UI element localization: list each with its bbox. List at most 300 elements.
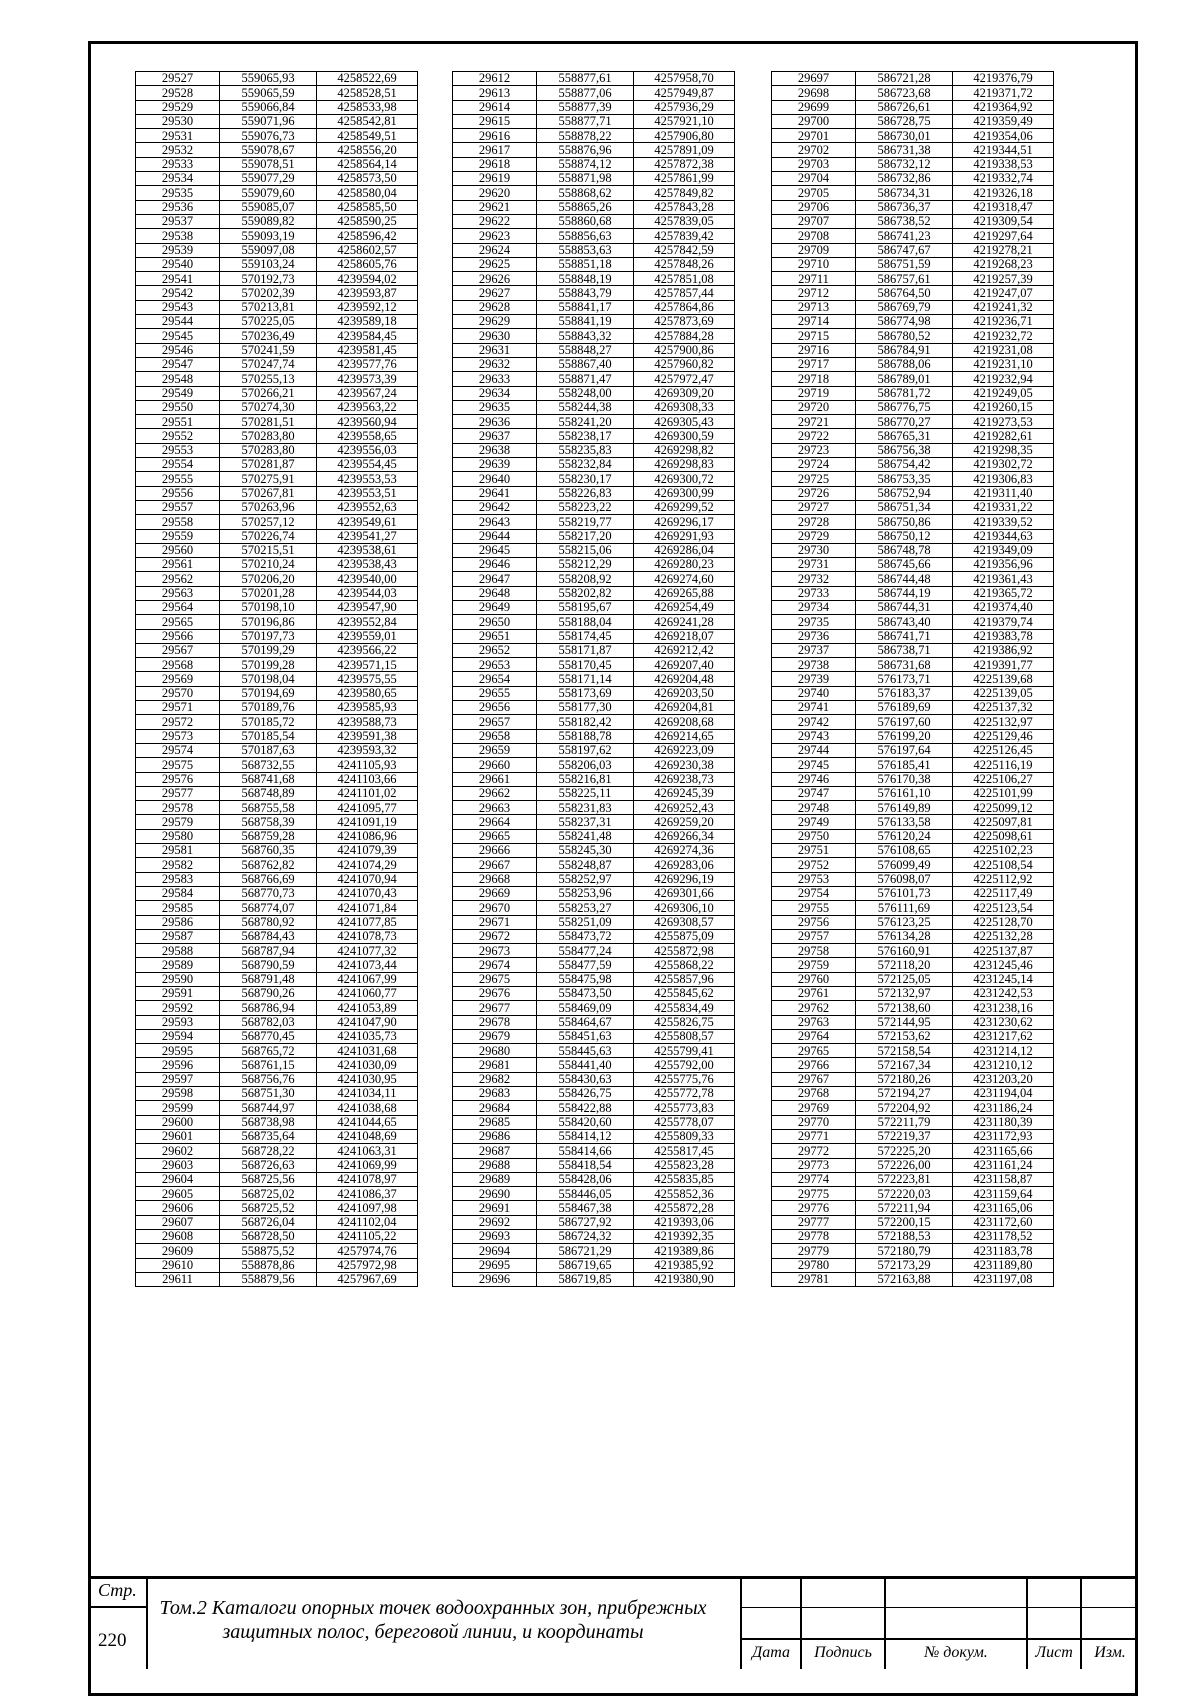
x-coordinate: 558469,09	[537, 1001, 634, 1015]
y-coordinate: 4269300,99	[634, 486, 735, 500]
x-coordinate: 576161,10	[856, 786, 953, 800]
y-coordinate: 4255773,83	[634, 1101, 735, 1115]
x-coordinate: 570225,05	[220, 315, 317, 329]
x-coordinate: 570241,59	[220, 343, 317, 357]
x-coordinate: 576120,24	[856, 829, 953, 843]
point-number: 29534	[136, 172, 220, 186]
table-row	[136, 915, 418, 929]
x-coordinate: 558244,38	[537, 400, 634, 414]
y-coordinate: 4225128,70	[953, 915, 1054, 929]
x-coordinate: 559066,84	[220, 100, 317, 114]
point-number: 29698	[772, 86, 856, 100]
table-row	[136, 715, 418, 729]
point-number: 29654	[453, 672, 537, 686]
table-row	[772, 1158, 1054, 1172]
point-number: 29572	[136, 715, 220, 729]
table-row	[772, 929, 1054, 943]
y-coordinate: 4255809,33	[634, 1129, 735, 1143]
x-coordinate: 586788,06	[856, 357, 953, 371]
table-row	[453, 558, 735, 572]
table-row	[453, 172, 735, 186]
point-number: 29771	[772, 1129, 856, 1143]
table-row	[453, 672, 735, 686]
y-coordinate: 4269298,83	[634, 458, 735, 472]
x-coordinate: 570201,28	[220, 586, 317, 600]
x-coordinate: 576197,60	[856, 715, 953, 729]
x-coordinate: 572163,88	[856, 1272, 953, 1286]
point-number: 29614	[453, 100, 537, 114]
table-row	[136, 143, 418, 157]
table-row	[453, 1044, 735, 1058]
y-coordinate: 4225137,32	[953, 701, 1054, 715]
point-number: 29776	[772, 1201, 856, 1215]
x-coordinate: 559071,96	[220, 114, 317, 128]
y-coordinate: 4225097,81	[953, 815, 1054, 829]
point-number: 29643	[453, 515, 537, 529]
y-coordinate: 4219332,74	[953, 172, 1054, 186]
y-coordinate: 4258542,81	[317, 114, 418, 128]
y-coordinate: 4241069,99	[317, 1158, 418, 1172]
point-number: 29685	[453, 1115, 537, 1129]
x-coordinate: 568725,52	[220, 1201, 317, 1215]
y-coordinate: 4269309,20	[634, 386, 735, 400]
point-number: 29579	[136, 815, 220, 829]
x-coordinate: 558467,38	[537, 1201, 634, 1215]
y-coordinate: 4269241,28	[634, 615, 735, 629]
point-number: 29724	[772, 458, 856, 472]
x-coordinate: 576133,58	[856, 815, 953, 829]
y-coordinate: 4241070,94	[317, 872, 418, 886]
point-number: 29629	[453, 315, 537, 329]
table-row	[772, 729, 1054, 743]
point-number: 29644	[453, 529, 537, 543]
y-coordinate: 4219232,72	[953, 329, 1054, 343]
x-coordinate: 568728,22	[220, 1144, 317, 1158]
point-number: 29664	[453, 815, 537, 829]
point-number: 29737	[772, 643, 856, 657]
point-number: 29641	[453, 486, 537, 500]
point-number: 29620	[453, 186, 537, 200]
y-coordinate: 4225132,97	[953, 715, 1054, 729]
point-number: 29740	[772, 686, 856, 700]
point-number: 29542	[136, 286, 220, 300]
x-coordinate: 576160,91	[856, 944, 953, 958]
point-number: 29700	[772, 114, 856, 128]
x-coordinate: 558188,04	[537, 615, 634, 629]
point-number: 29586	[136, 915, 220, 929]
document-title: Том.2 Каталоги опорных точек водоохранных зон, прибрежных защитных полос, береговой линии, и координаты	[159, 1597, 707, 1643]
y-coordinate: 4219354,06	[953, 129, 1054, 143]
table-row	[772, 186, 1054, 200]
x-coordinate: 572153,62	[856, 1029, 953, 1043]
y-coordinate: 4241030,95	[317, 1072, 418, 1086]
x-coordinate: 568735,64	[220, 1129, 317, 1143]
point-number: 29676	[453, 987, 537, 1001]
point-number: 29779	[772, 1244, 856, 1258]
point-number: 29544	[136, 315, 220, 329]
y-coordinate: 4241078,73	[317, 929, 418, 943]
x-coordinate: 558238,17	[537, 429, 634, 443]
x-coordinate: 576098,07	[856, 872, 953, 886]
y-coordinate: 4241034,11	[317, 1087, 418, 1101]
point-number: 29699	[772, 100, 856, 114]
table-row	[453, 929, 735, 943]
point-number: 29648	[453, 586, 537, 600]
table-row	[772, 129, 1054, 143]
x-coordinate: 570274,30	[220, 400, 317, 414]
x-coordinate: 558197,62	[537, 743, 634, 757]
y-coordinate: 4225123,54	[953, 901, 1054, 915]
x-coordinate: 558871,98	[537, 172, 634, 186]
point-number: 29540	[136, 257, 220, 271]
table-row	[453, 729, 735, 743]
y-coordinate: 4225098,61	[953, 829, 1054, 843]
x-coordinate: 572125,05	[856, 972, 953, 986]
point-number: 29714	[772, 315, 856, 329]
x-coordinate: 586719,85	[537, 1272, 634, 1286]
point-number: 29613	[453, 86, 537, 100]
x-coordinate: 568758,39	[220, 815, 317, 829]
point-number: 29687	[453, 1144, 537, 1158]
x-coordinate: 568756,76	[220, 1072, 317, 1086]
y-coordinate: 4225139,68	[953, 672, 1054, 686]
table-row	[136, 172, 418, 186]
point-number: 29691	[453, 1201, 537, 1215]
table-row	[453, 486, 735, 500]
table-row	[136, 543, 418, 557]
table-row	[772, 229, 1054, 243]
x-coordinate: 576170,38	[856, 772, 953, 786]
point-number: 29556	[136, 486, 220, 500]
y-coordinate: 4255817,45	[634, 1144, 735, 1158]
table-row	[136, 886, 418, 900]
point-number: 29772	[772, 1144, 856, 1158]
y-coordinate: 4255835,85	[634, 1172, 735, 1186]
x-coordinate: 568765,72	[220, 1044, 317, 1058]
table-row	[453, 86, 735, 100]
y-coordinate: 4219306,83	[953, 472, 1054, 486]
table-row	[136, 743, 418, 757]
x-coordinate: 586719,65	[537, 1258, 634, 1272]
point-number: 29656	[453, 701, 537, 715]
x-coordinate: 570210,24	[220, 558, 317, 572]
y-coordinate: 4241097,98	[317, 1201, 418, 1215]
table-row	[772, 386, 1054, 400]
y-coordinate: 4257864,86	[634, 300, 735, 314]
y-coordinate: 4269204,81	[634, 701, 735, 715]
table-row	[136, 114, 418, 128]
y-coordinate: 4241060,77	[317, 987, 418, 1001]
y-coordinate: 4269204,48	[634, 672, 735, 686]
y-coordinate: 4219389,86	[634, 1244, 735, 1258]
point-number: 29773	[772, 1158, 856, 1172]
y-coordinate: 4269286,04	[634, 543, 735, 557]
table-row	[453, 586, 735, 600]
y-coordinate: 4258602,57	[317, 243, 418, 257]
x-coordinate: 568744,97	[220, 1101, 317, 1115]
x-coordinate: 586730,01	[856, 129, 953, 143]
point-number: 29692	[453, 1215, 537, 1229]
point-number: 29580	[136, 829, 220, 843]
point-number: 29706	[772, 200, 856, 214]
y-coordinate: 4269208,68	[634, 715, 735, 729]
table-row	[136, 86, 418, 100]
point-number: 29762	[772, 1001, 856, 1015]
y-coordinate: 4239553,53	[317, 472, 418, 486]
table-row	[772, 172, 1054, 186]
table-row	[136, 929, 418, 943]
point-number: 29601	[136, 1129, 220, 1143]
point-number: 29618	[453, 157, 537, 171]
y-coordinate: 4258556,20	[317, 143, 418, 157]
y-coordinate: 4258596,42	[317, 229, 418, 243]
y-coordinate: 4239541,27	[317, 529, 418, 543]
point-number: 29545	[136, 329, 220, 343]
table-row	[136, 672, 418, 686]
y-coordinate: 4225099,12	[953, 801, 1054, 815]
point-number: 29661	[453, 772, 537, 786]
point-number: 29673	[453, 944, 537, 958]
table-row	[453, 643, 735, 657]
point-number: 29533	[136, 157, 220, 171]
point-number: 29590	[136, 972, 220, 986]
y-coordinate: 4219257,39	[953, 272, 1054, 286]
x-coordinate: 558473,50	[537, 987, 634, 1001]
y-coordinate: 4219298,35	[953, 443, 1054, 457]
point-number: 29564	[136, 600, 220, 614]
point-number: 29694	[453, 1244, 537, 1258]
y-coordinate: 4269223,09	[634, 743, 735, 757]
point-number: 29668	[453, 872, 537, 886]
table-row	[453, 1172, 735, 1186]
y-coordinate: 4239591,38	[317, 729, 418, 743]
table-row	[772, 944, 1054, 958]
table-row	[136, 1058, 418, 1072]
y-coordinate: 4241095,77	[317, 801, 418, 815]
table-row	[136, 515, 418, 529]
point-number: 29727	[772, 500, 856, 514]
point-number: 29728	[772, 515, 856, 529]
point-number: 29583	[136, 872, 220, 886]
y-coordinate: 4269300,59	[634, 429, 735, 443]
y-coordinate: 4231161,24	[953, 1158, 1054, 1172]
y-coordinate: 4269266,34	[634, 829, 735, 843]
x-coordinate: 570236,49	[220, 329, 317, 343]
table-row	[136, 1244, 418, 1258]
point-number: 29605	[136, 1187, 220, 1201]
y-coordinate: 4258549,51	[317, 129, 418, 143]
x-coordinate: 570199,29	[220, 643, 317, 657]
table-row	[772, 429, 1054, 443]
x-coordinate: 558241,48	[537, 829, 634, 843]
x-coordinate: 570215,51	[220, 543, 317, 557]
point-number: 29547	[136, 357, 220, 371]
x-coordinate: 586743,40	[856, 615, 953, 629]
table-row	[772, 1244, 1054, 1258]
table-row	[453, 758, 735, 772]
y-coordinate: 4225101,99	[953, 786, 1054, 800]
x-coordinate: 559097,08	[220, 243, 317, 257]
table-row	[453, 858, 735, 872]
table-row	[453, 415, 735, 429]
point-number: 29574	[136, 743, 220, 757]
table-row	[453, 1201, 735, 1215]
y-coordinate: 4219356,96	[953, 558, 1054, 572]
point-number: 29528	[136, 86, 220, 100]
y-coordinate: 4257972,47	[634, 372, 735, 386]
table-row	[772, 243, 1054, 257]
x-coordinate: 586750,12	[856, 529, 953, 543]
point-number: 29672	[453, 929, 537, 943]
y-coordinate: 4225139,05	[953, 686, 1054, 700]
table-row	[136, 243, 418, 257]
table-row	[136, 129, 418, 143]
table-row	[453, 686, 735, 700]
point-number: 29765	[772, 1044, 856, 1058]
table-row	[453, 600, 735, 614]
table-row	[136, 400, 418, 414]
x-coordinate: 568760,35	[220, 844, 317, 858]
table-row	[772, 272, 1054, 286]
table-row	[136, 458, 418, 472]
y-coordinate: 4269265,88	[634, 586, 735, 600]
x-coordinate: 570275,91	[220, 472, 317, 486]
point-number: 29689	[453, 1172, 537, 1186]
x-coordinate: 586750,86	[856, 515, 953, 529]
y-coordinate: 4258590,25	[317, 214, 418, 228]
y-coordinate: 4241074,29	[317, 858, 418, 872]
y-coordinate: 4258564,14	[317, 157, 418, 171]
x-coordinate: 586769,79	[856, 300, 953, 314]
table-row	[453, 1144, 735, 1158]
x-coordinate: 559085,07	[220, 200, 317, 214]
table-row	[453, 357, 735, 371]
table-row	[772, 686, 1054, 700]
x-coordinate: 586789,01	[856, 372, 953, 386]
x-coordinate: 558217,20	[537, 529, 634, 543]
x-coordinate: 558878,86	[220, 1258, 317, 1272]
point-number: 29600	[136, 1115, 220, 1129]
x-coordinate: 558865,26	[537, 200, 634, 214]
table-row	[136, 844, 418, 858]
x-coordinate: 558441,40	[537, 1058, 634, 1072]
y-coordinate: 4219380,90	[634, 1272, 735, 1286]
x-coordinate: 586754,42	[856, 458, 953, 472]
table-row	[453, 143, 735, 157]
y-coordinate: 4241077,32	[317, 944, 418, 958]
table-row	[136, 615, 418, 629]
x-coordinate: 568738,98	[220, 1115, 317, 1129]
table-row	[453, 458, 735, 472]
y-coordinate: 4258585,50	[317, 200, 418, 214]
table-row	[772, 1230, 1054, 1244]
x-coordinate: 558252,97	[537, 872, 634, 886]
x-coordinate: 558174,45	[537, 629, 634, 643]
point-number: 29712	[772, 286, 856, 300]
point-number: 29725	[772, 472, 856, 486]
x-coordinate: 586741,23	[856, 229, 953, 243]
table-row	[136, 858, 418, 872]
point-number: 29671	[453, 915, 537, 929]
y-coordinate: 4219273,53	[953, 415, 1054, 429]
y-coordinate: 4219278,21	[953, 243, 1054, 257]
table-row	[453, 114, 735, 128]
point-number: 29749	[772, 815, 856, 829]
y-coordinate: 4231245,14	[953, 972, 1054, 986]
x-coordinate: 558445,63	[537, 1044, 634, 1058]
table-row	[136, 801, 418, 815]
point-number: 29683	[453, 1087, 537, 1101]
point-number: 29575	[136, 758, 220, 772]
point-number: 29667	[453, 858, 537, 872]
table-row	[772, 1129, 1054, 1143]
y-coordinate: 4241086,96	[317, 829, 418, 843]
y-coordinate: 4231172,93	[953, 1129, 1054, 1143]
y-coordinate: 4241105,93	[317, 758, 418, 772]
x-coordinate: 586744,48	[856, 572, 953, 586]
point-number: 29688	[453, 1158, 537, 1172]
y-coordinate: 4219309,54	[953, 214, 1054, 228]
table-row	[453, 543, 735, 557]
y-coordinate: 4269296,19	[634, 872, 735, 886]
x-coordinate: 568762,82	[220, 858, 317, 872]
point-number: 29585	[136, 901, 220, 915]
y-coordinate: 4219359,49	[953, 114, 1054, 128]
y-coordinate: 4231203,20	[953, 1072, 1054, 1086]
x-coordinate: 586731,68	[856, 658, 953, 672]
point-number: 29768	[772, 1087, 856, 1101]
table-row	[453, 1187, 735, 1201]
y-coordinate: 4241103,66	[317, 772, 418, 786]
point-number: 29748	[772, 801, 856, 815]
y-coordinate: 4241047,90	[317, 1015, 418, 1029]
table-row	[453, 987, 735, 1001]
y-coordinate: 4257843,28	[634, 200, 735, 214]
table-row	[453, 715, 735, 729]
x-coordinate: 558426,75	[537, 1087, 634, 1101]
y-coordinate: 4241091,19	[317, 815, 418, 829]
x-coordinate: 570226,74	[220, 529, 317, 543]
point-number: 29553	[136, 443, 220, 457]
x-coordinate: 558475,98	[537, 972, 634, 986]
point-number: 29633	[453, 372, 537, 386]
x-coordinate: 558451,63	[537, 1029, 634, 1043]
point-number: 29716	[772, 343, 856, 357]
page-label: Стр.	[98, 1580, 137, 1600]
x-coordinate: 570199,28	[220, 658, 317, 672]
point-number: 29701	[772, 129, 856, 143]
table-row	[772, 329, 1054, 343]
point-number: 29642	[453, 500, 537, 514]
table-row	[453, 343, 735, 357]
table-row	[772, 214, 1054, 228]
y-coordinate: 4239559,01	[317, 629, 418, 643]
y-coordinate: 4241067,99	[317, 972, 418, 986]
table-row	[136, 558, 418, 572]
y-coordinate: 4269308,33	[634, 400, 735, 414]
x-coordinate: 586745,66	[856, 558, 953, 572]
point-number: 29722	[772, 429, 856, 443]
point-number: 29651	[453, 629, 537, 643]
point-number: 29607	[136, 1215, 220, 1229]
table-row	[772, 515, 1054, 529]
x-coordinate: 576149,89	[856, 801, 953, 815]
y-coordinate: 4239558,65	[317, 429, 418, 443]
x-coordinate: 586723,68	[856, 86, 953, 100]
point-number: 29563	[136, 586, 220, 600]
x-coordinate: 572188,53	[856, 1230, 953, 1244]
table-row	[136, 1215, 418, 1229]
